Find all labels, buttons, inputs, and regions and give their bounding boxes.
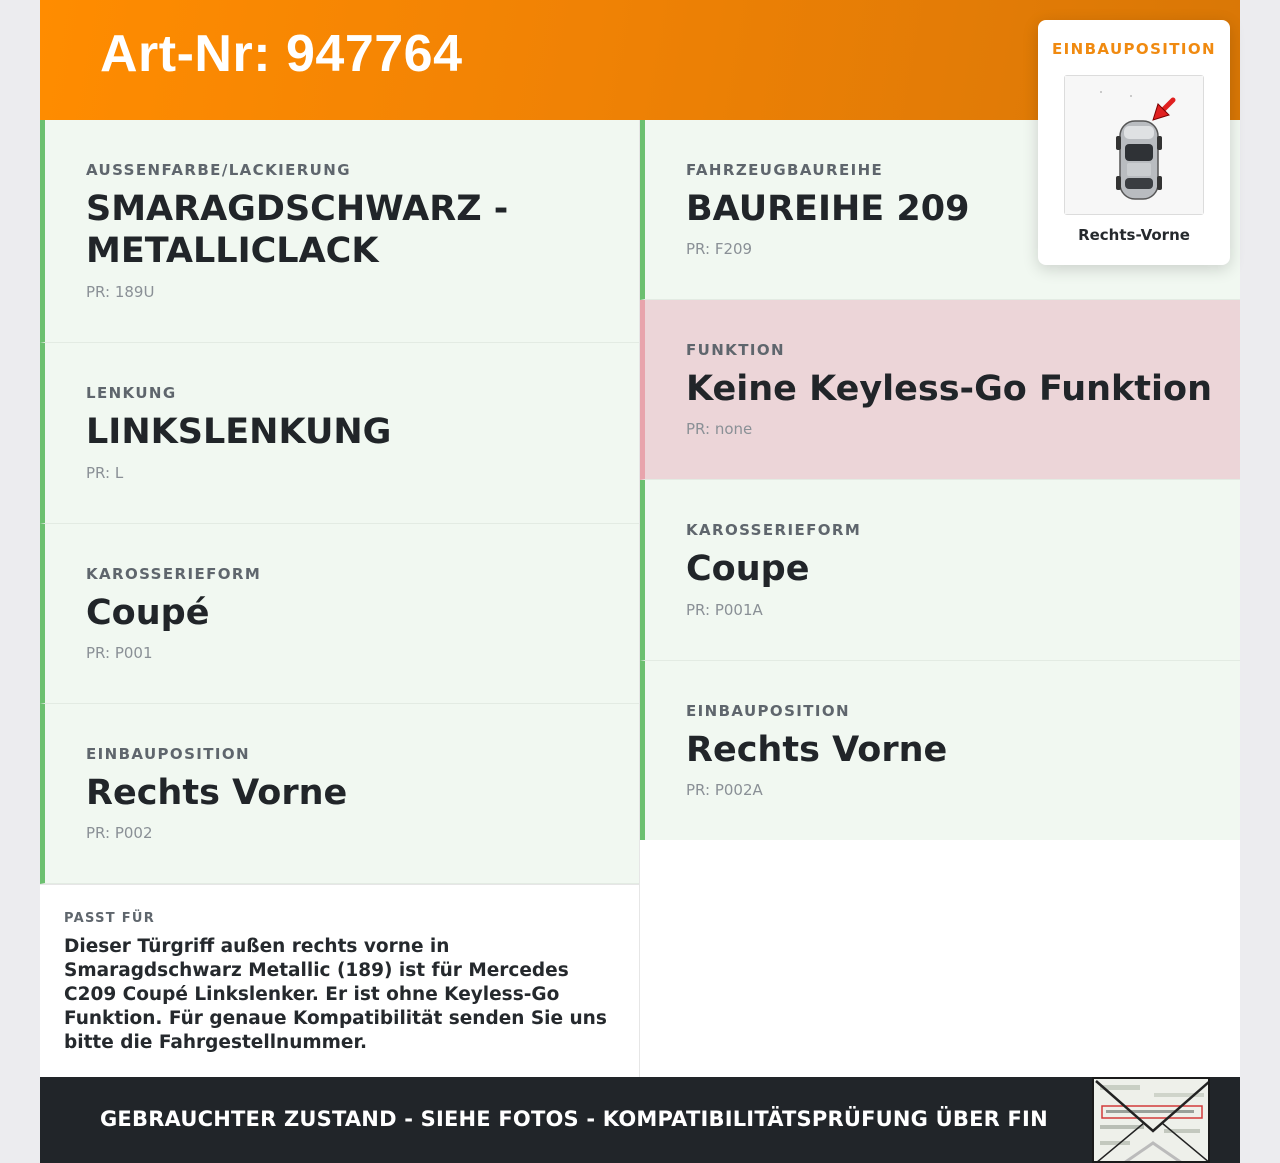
field-label: FUNKTION xyxy=(686,341,785,359)
field-value: LINKSLENKUNG xyxy=(86,412,392,452)
field-pr-code: PR: L xyxy=(86,464,124,482)
field-pr-code: PR: P002 xyxy=(86,824,153,842)
field-card-karosserieform xyxy=(40,524,640,704)
field-pr-code: PR: 189U xyxy=(86,283,155,301)
field-value: BAUREIHE 209 xyxy=(686,189,970,229)
compatibility-text: Dieser Türgriff außen rechts vorne in Smaragdschwarz Metallic (189) ist für Mercedes C209 Coupé Linkslenker. Er ist ohne Keyless-Go Funktion. Für genaue Kompatibilität senden Sie uns bitte die Fahrgestellnummer. xyxy=(64,936,607,1053)
field-pr-code: PR: none xyxy=(686,420,753,438)
compatibility-label: PASST FÜR xyxy=(64,911,156,926)
position-card xyxy=(1038,20,1230,265)
field-label: KAROSSERIEFORM xyxy=(86,565,262,583)
field-card-einbauposition xyxy=(40,704,640,884)
position-card-caption: Rechts-Vorne xyxy=(1078,226,1190,244)
position-card-title: EINBAUPOSITION xyxy=(1052,40,1216,58)
field-card-lenkung xyxy=(40,343,640,524)
footer-bar xyxy=(40,1077,1240,1163)
field-pr-code: PR: P001 xyxy=(86,644,153,662)
field-pr-code: PR: P001A xyxy=(686,601,763,619)
field-label: AUSSENFARBE/LACKIERUNG xyxy=(86,161,351,179)
column-divider xyxy=(639,120,640,1077)
field-label: KAROSSERIEFORM xyxy=(686,521,862,539)
field-label: EINBAUPOSITION xyxy=(686,702,850,720)
field-value: SMARAGDSCHWARZ - METALLICLACK xyxy=(86,189,509,271)
field-value: Rechts Vorne xyxy=(86,773,348,813)
compatibility-section xyxy=(40,884,639,1077)
article-number-title: Art-Nr: 947764 xyxy=(100,25,463,83)
field-pr-code: PR: P002A xyxy=(686,781,763,799)
field-card-aussenfarbe xyxy=(40,120,640,343)
field-label: LENKUNG xyxy=(86,384,177,402)
field-value: Keine Keyless-Go Funktion xyxy=(686,369,1212,409)
field-card-karosserieform-alt xyxy=(640,480,1240,661)
condition-notice: GEBRAUCHTER ZUSTAND - SIEHE FOTOS - KOMPATIBILITÄTSPRÜFUNG ÜBER FIN xyxy=(100,1107,1048,1131)
field-card-einbauposition-alt xyxy=(640,661,1240,840)
product-sheet xyxy=(40,0,1240,1163)
field-value: Coupe xyxy=(686,549,810,589)
field-pr-code: PR: F209 xyxy=(686,240,753,258)
field-label: FAHRZEUGBAUREIHE xyxy=(686,161,884,179)
field-label: EINBAUPOSITION xyxy=(86,745,250,763)
vehicle-registration-document-icon[interactable] xyxy=(1092,1077,1210,1163)
field-value: Rechts Vorne xyxy=(686,730,948,770)
field-value: Coupé xyxy=(86,593,210,633)
car-top-view-with-arrow-icon xyxy=(1064,75,1204,215)
field-card-funktion xyxy=(640,300,1240,480)
